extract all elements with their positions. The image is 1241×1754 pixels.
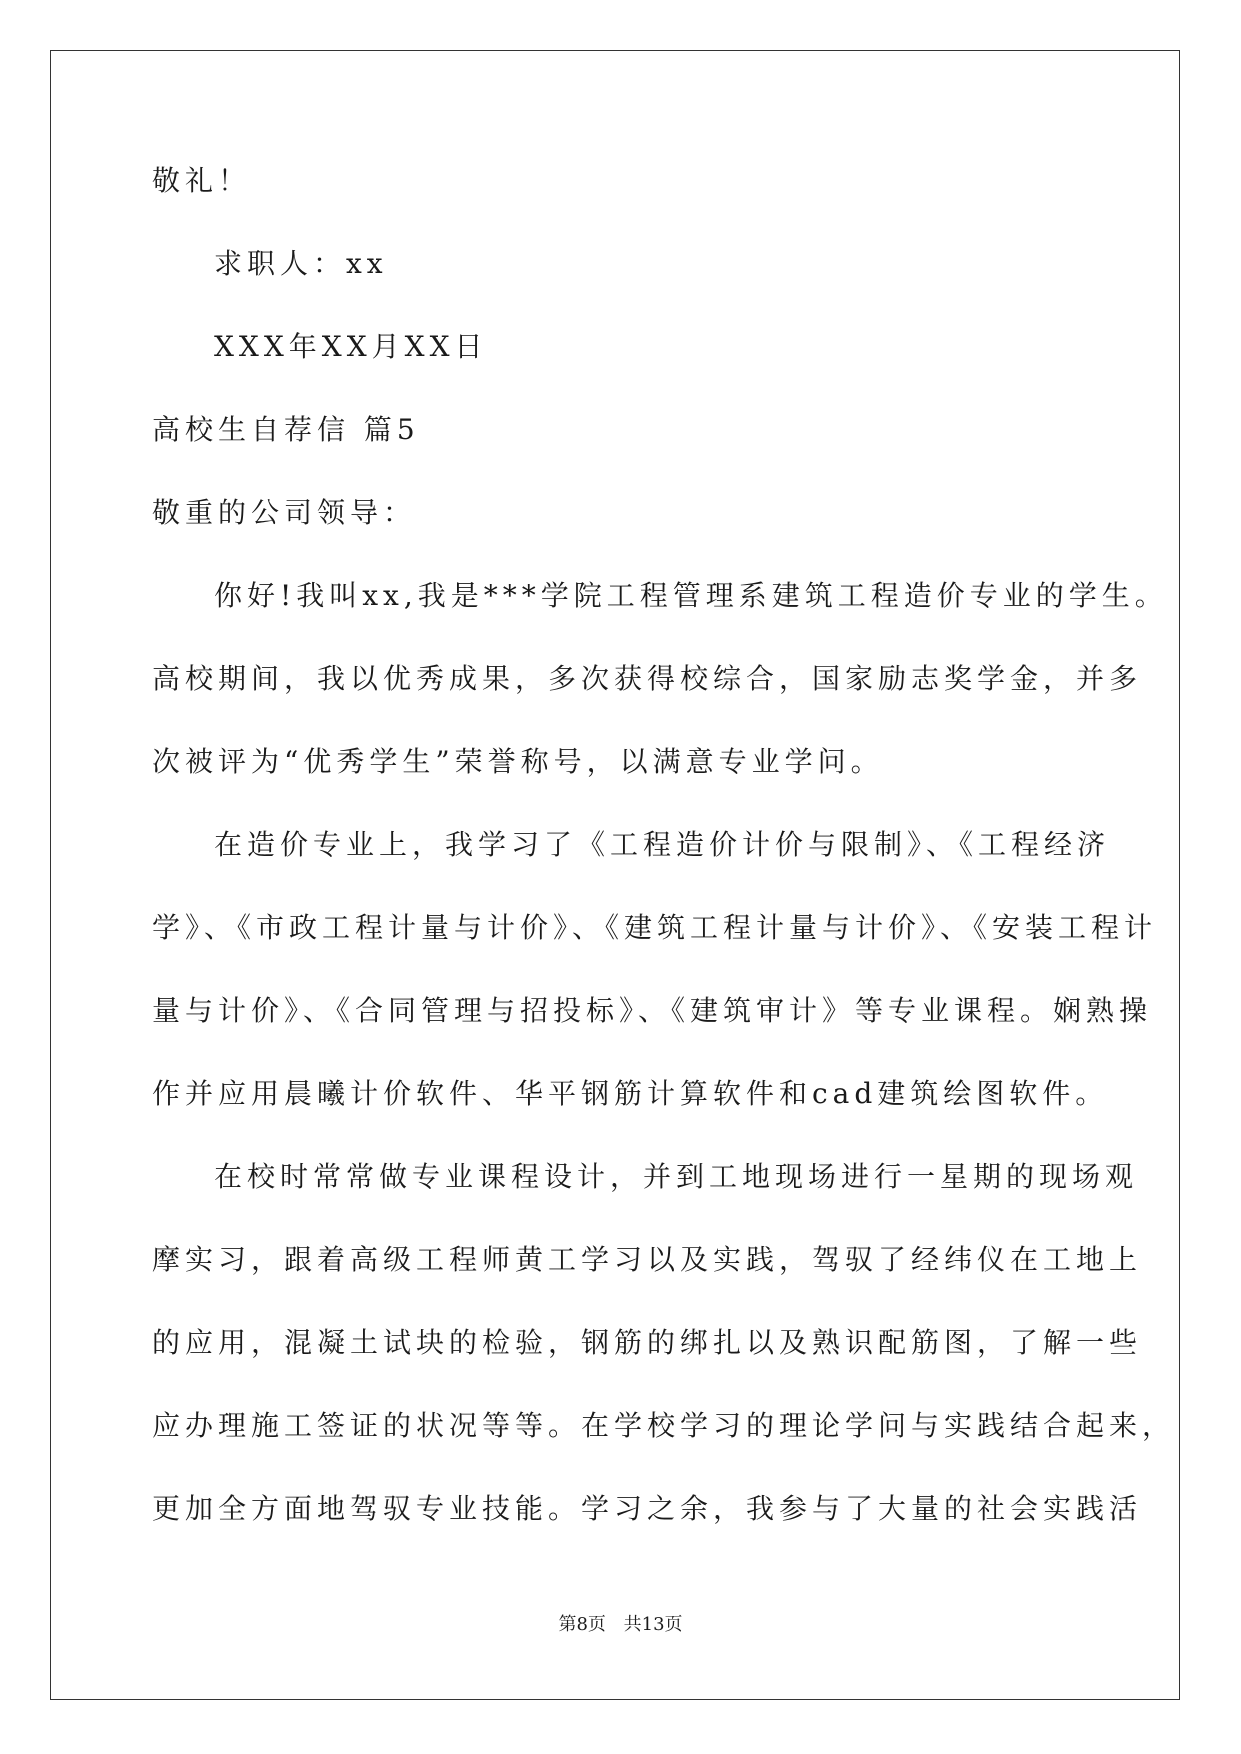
paragraph-line: 在校时常常做专业课程设计，并到工地现场进行一星期的现场观 (214, 1160, 1139, 1193)
document-body (152, 164, 1176, 1526)
paragraph-line: 摩实习，跟着高级工程师黄工学习以及实践，驾驭了经纬仪在工地上 (152, 1243, 1143, 1276)
paragraph-line: 的应用，混凝土试块的检验，钢筋的绑扎以及熟识配筋图，了解一些 (152, 1326, 1143, 1359)
paragraph-line: 在造价专业上，我学习了《工程造价计价与限制》、《工程经济 (214, 828, 1111, 861)
paragraph-line: 更加全方面地驾驭专业技能。学习之余，我参与了大量的社会实践活 (152, 1492, 1143, 1525)
page-total: 共13页 (623, 1614, 683, 1635)
closing-salutation: 敬礼！ (152, 164, 252, 197)
greeting: 敬重的公司领导： (152, 496, 417, 529)
date-line: XXX年XX月XX日 (214, 330, 488, 363)
page-footer (0, 1610, 1241, 1636)
paragraph-line: 你好!我叫xx,我是***学院工程管理系建筑工程造价专业的学生。 (214, 579, 1168, 612)
paragraph-line: 高校期间，我以优秀成果，多次获得校综合，国家励志奖学金，并多 (152, 662, 1143, 695)
section-heading: 高校生自荐信 篇5 (152, 413, 420, 446)
paragraph-line: 量与计价》、《合同管理与招投标》、《建筑审计》等专业课程。娴熟操 (152, 994, 1153, 1027)
paragraph-line: 作并应用晨曦计价软件、华平钢筋计算软件和cad建筑绘图软件。 (152, 1077, 1109, 1110)
paragraph-line: 应办理施工签证的状况等等。在学校学习的理论学问与实践结合起来， (152, 1409, 1176, 1442)
page-number: 第8页 (558, 1614, 606, 1635)
paragraph-line: 学》、《市政工程计量与计价》、《建筑工程计量与计价》、《安装工程计 (152, 911, 1158, 944)
applicant-line: 求职人：xx (214, 247, 388, 280)
paragraph-line: 次被评为“优秀学生”荣誉称号，以满意专业学问。 (152, 745, 884, 778)
